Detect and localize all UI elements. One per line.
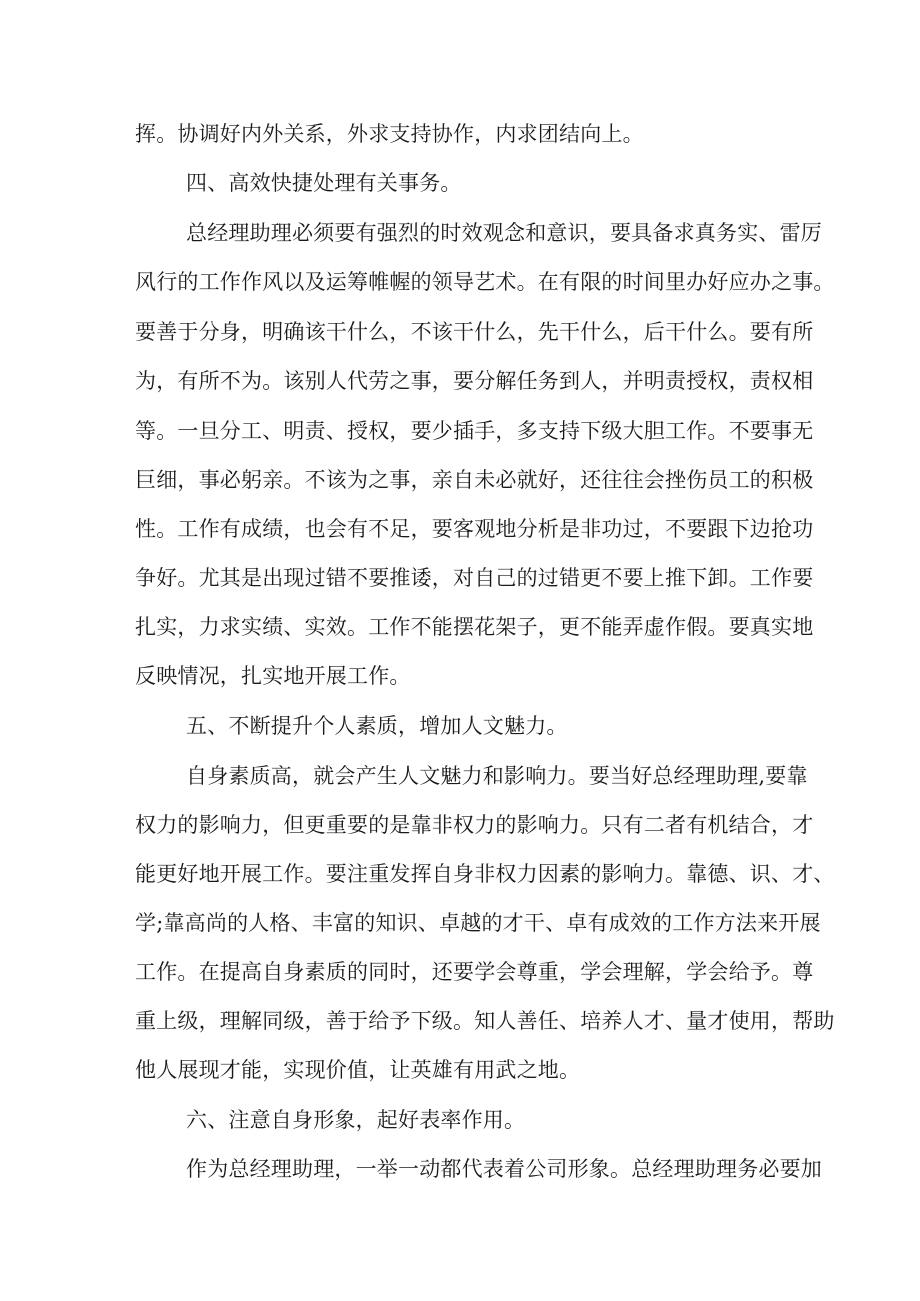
text-line-5: 要善于分身，明确该干什么，不该干什么，先干什么，后干什么。要有所 bbox=[135, 320, 814, 344]
text-line-12: 反映情况，扎实地开展工作。 bbox=[135, 664, 411, 688]
text-line-3: 总经理助理必须要有强烈的时效观念和意识，要具备求真务实、雷厉 bbox=[186, 221, 822, 245]
text-line-16: 能更好地开展工作。要注重发挥自身非权力因素的影响力。靠德、识、才、 bbox=[135, 862, 835, 886]
text-line-8: 巨细，事必躬亲。不该为之事，亲自未必就好，还往往会挫伤员工的积极 bbox=[135, 468, 814, 492]
text-line-9: 性。工作有成绩，也会有不足，要客观地分析是非功过，不要跟下边抢功 bbox=[135, 517, 814, 541]
section-heading-6: 六、注意自身形象，起好表率作用。 bbox=[186, 1108, 526, 1132]
section-heading-5: 五、不断提升个人素质，增加人文魅力。 bbox=[186, 714, 568, 738]
section-heading-4: 四、高效快捷处理有关事务。 bbox=[186, 171, 462, 195]
text-line-19: 重上级，理解同级，善于给予下级。知人善任、培养人才、量才使用，帮助 bbox=[135, 1009, 835, 1033]
text-line-18: 工作。在提高自身素质的同时，还要学会尊重，学会理解，学会给予。尊 bbox=[135, 960, 814, 984]
text-line-4: 风行的工作作风以及运筹帷幄的领导艺术。在有限的时间里办好应办之事。 bbox=[135, 270, 835, 294]
text-line-17: 学;靠高尚的人格、丰富的知识、卓越的才干、卓有成效的工作方法来开展 bbox=[135, 911, 821, 935]
text-line-20: 他人展现才能，实现价值，让英雄有用武之地。 bbox=[135, 1058, 581, 1082]
text-line-6: 为，有所不为。该别人代劳之事，要分解任务到人，并明责授权，责权相 bbox=[135, 369, 814, 393]
text-line-10: 争好。尤其是出现过错不要推诿，对自己的过错更不要上推下卸。工作要 bbox=[135, 566, 814, 590]
text-line-15: 权力的影响力，但更重要的是靠非权力的影响力。只有二者有机结合，才 bbox=[135, 813, 814, 837]
text-line-14: 自身素质高，就会产生人文魅力和影响力。要当好总经理助理,要靠 bbox=[186, 764, 808, 788]
text-line-1: 挥。协调好内外关系，外求支持协作，内求团结向上。 bbox=[135, 122, 644, 146]
text-line-7: 等。一旦分工、明责、授权，要少插手，多支持下级大胆工作。不要事无 bbox=[135, 419, 814, 443]
text-line-11: 扎实，力求实绩、实效。工作不能摆花架子，更不能弄虚作假。要真实地 bbox=[135, 615, 814, 639]
text-line-22: 作为总经理助理，一举一动都代表着公司形象。总经理助理务必要加 bbox=[186, 1157, 822, 1181]
